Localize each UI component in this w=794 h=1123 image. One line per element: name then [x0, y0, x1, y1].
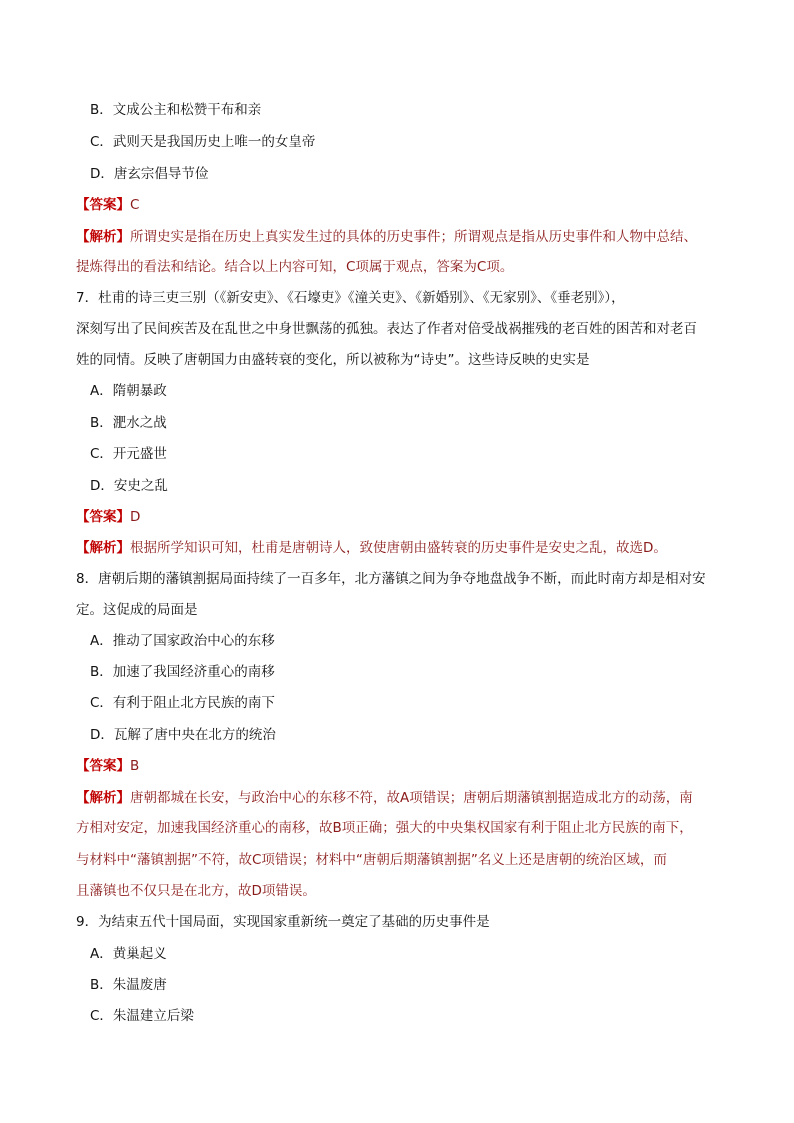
q8-option-a: A．推动了国家政治中心的东移: [90, 633, 275, 649]
answer-tag: 【答案】: [76, 197, 130, 213]
q7-answer: [76, 507, 140, 527]
q6-option-c: C．武则天是我国历史上唯一的女皇帝: [90, 134, 316, 150]
answer-tag: 【答案】: [76, 758, 130, 774]
q7-option-d: D．安史之乱: [90, 478, 168, 494]
q7-stem-line-2: 深刻写出了民间疾苦及在乱世之中身世飘荡的孤独。表达了作者对倍受战祸摧残的老百姓的困苦和对老百: [76, 321, 697, 337]
q8-option-d: D．瓦解了唐中央在北方的统治: [90, 727, 276, 743]
q7-option-a: A．隋朝暴政: [90, 383, 167, 399]
analysis-text: 所谓史实是指在历史上真实发生过的具体的历史事件；所谓观点是指从历史事件和人物中总结、: [130, 229, 697, 245]
q8-option-b: B．加速了我国经济重心的南移: [90, 664, 275, 680]
answer-value: D: [130, 509, 141, 525]
q8-analysis-line-4: 且藩镇也不仅只是在北方，故D项错误。: [76, 883, 316, 899]
q7-analysis-line-1: [76, 538, 667, 558]
analysis-tag: 【解析】: [76, 790, 130, 806]
q8-answer: [76, 756, 139, 776]
q8-stem-line-2: 定。这促成的局面是: [76, 602, 198, 618]
q7-stem-line-1: 7．杜甫的诗三吏三别（《新安吏》、《石壕吏》《潼关吏》、《新婚别》、《无家别》、《垂老别》），: [76, 290, 625, 306]
q8-stem-line-1: 8．唐朝后期的藩镇割据局面持续了一百多年，北方藩镇之间为争夺地盘战争不断，而此时南方却是相对安: [76, 571, 706, 587]
answer-tag: 【答案】: [76, 509, 130, 525]
q9-option-c: C．朱温建立后梁: [90, 1008, 194, 1024]
answer-value: B: [130, 758, 140, 774]
analysis-tag: 【解析】: [76, 540, 130, 556]
q6-option-d: D．唐玄宗倡导节俭: [90, 166, 209, 182]
q7-option-b: B．淝水之战: [90, 415, 167, 431]
q8-analysis-line-3: 与材料中“藩镇割据”不符，故C项错误；材料中“唐朝后期藩镇割据”名义上还是唐朝的统治区域，而: [76, 852, 667, 868]
q8-analysis-line-1: [76, 788, 693, 808]
q8-option-c: C．有利于阻止北方民族的南下: [90, 695, 275, 711]
answer-value: C: [130, 197, 140, 213]
q9-stem-line-1: 9．为结束五代十国局面，实现国家重新统一奠定了基础的历史事件是: [76, 914, 490, 930]
q6-option-b: B．文成公主和松赞干布和亲: [90, 102, 262, 118]
analysis-text: 唐朝都城在长安，与政治中心的东移不符，故A项错误；唐朝后期藩镇割据造成北方的动荡，南: [130, 790, 693, 806]
q8-analysis-line-2: 方相对安定，加速我国经济重心的南移，故B项正确；强大的中央集权国家有利于阻止北方民族的南下，: [76, 820, 693, 836]
q9-option-b: B．朱温废唐: [90, 977, 167, 993]
q6-analysis-line-2: 提炼得出的看法和结论。结合以上内容可知，C项属于观点，答案为C项。: [76, 259, 514, 275]
analysis-tag: 【解析】: [76, 229, 130, 245]
q7-stem-line-3: 姓的同情。反映了唐朝国力由盛转衰的变化，所以被称为“诗史”。这些诗反映的史实是: [76, 352, 590, 368]
q7-option-c: C．开元盛世: [90, 446, 167, 462]
q6-analysis-line-1: [76, 227, 697, 247]
q6-answer: [76, 195, 139, 215]
analysis-text: 根据所学知识可知，杜甫是唐朝诗人，致使唐朝由盛转衰的历史事件是安史之乱，故选D。: [130, 540, 667, 556]
q9-option-a: A．黄巢起义: [90, 946, 167, 962]
